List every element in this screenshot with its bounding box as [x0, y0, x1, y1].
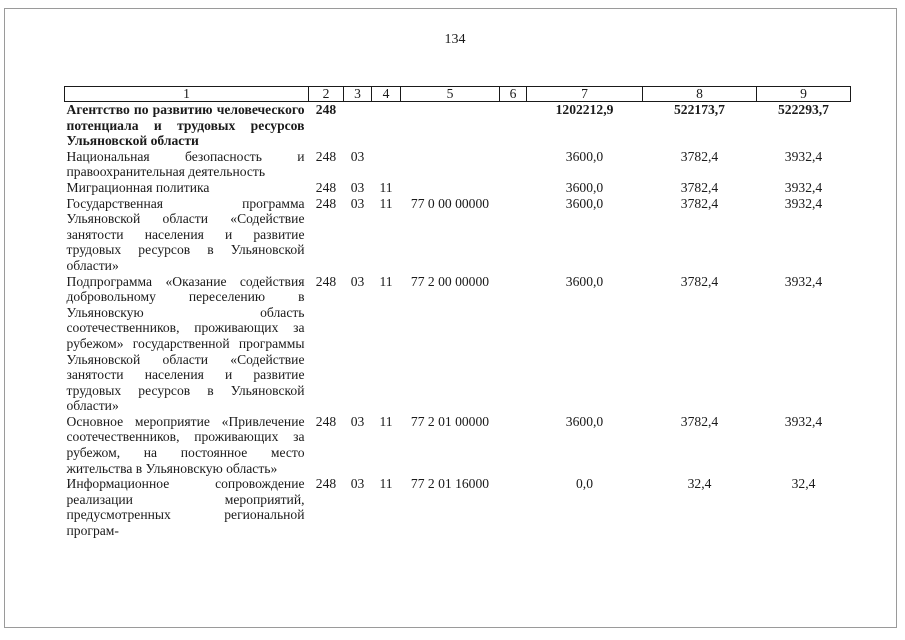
row-name: Информационное сопровождение реализации мероприятий, предусмотренных региональной програм- [66, 476, 305, 539]
row-code-type [500, 180, 527, 196]
row-code-target [401, 149, 500, 180]
row-name: Национальная безопасность и правоохранительная деятельность [66, 148, 305, 180]
row-name: Подпрограмма «Оказание содействия добровольному переселению в Ульяновскую область соотечественников, проживающих за рубежом» государственной программы Ульяновской области «Содействие занятости населения и развитие трудовых ресурсов в Ульяновской области» [66, 273, 305, 414]
row-amount-1: 3600,0 [565, 273, 604, 289]
row-code-ministry: 248 [315, 102, 337, 117]
row-name: Агентство по развитию человеческого потенциала и трудовых ресурсов Ульяновской области [66, 102, 305, 149]
row-amount-2: 3782,4 [680, 413, 719, 429]
row-amount-3: 522293,7 [778, 102, 829, 117]
table-row [65, 274, 851, 414]
row-code-target [401, 180, 500, 196]
row-code-type [500, 274, 527, 414]
table-row [65, 476, 851, 538]
row-code-ministry: 248 [315, 179, 337, 195]
row-code-target: 77 2 00 00000 [410, 273, 490, 289]
budget-table [64, 86, 851, 539]
header-col-3: 3 [344, 87, 372, 102]
row-amount-1: 0,0 [576, 476, 593, 492]
row-amount-3: 3932,4 [784, 195, 823, 211]
row-amount-3: 3932,4 [784, 179, 823, 195]
row-code-section: 03 [350, 413, 365, 429]
row-code-section: 03 [350, 273, 365, 289]
row-code-type [500, 149, 527, 180]
row-code-ministry: 248 [315, 148, 337, 164]
row-amount-1: 3600,0 [565, 413, 604, 429]
row-code-target: 77 0 00 00000 [410, 195, 490, 211]
row-code-type [500, 102, 527, 149]
table-row [65, 180, 851, 196]
row-code-subsection: 11 [379, 476, 393, 492]
page-number: 134 [444, 32, 466, 47]
row-code-subsection: 11 [379, 273, 393, 289]
row-amount-3: 3932,4 [784, 273, 823, 289]
table-row [65, 414, 851, 476]
table-row [65, 149, 851, 180]
row-amount-1: 3600,0 [565, 148, 604, 164]
row-code-target: 77 2 01 16000 [410, 476, 490, 492]
row-code-ministry: 248 [315, 273, 337, 289]
row-code-subsection [372, 149, 401, 180]
row-name: Государственная программа Ульяновской области «Содействие занятости населения и развитие трудовых ресурсов в Ульяновской области» [66, 195, 305, 273]
table-row [65, 102, 851, 149]
row-amount-2: 3782,4 [680, 148, 719, 164]
row-amount-3: 3932,4 [784, 413, 823, 429]
row-code-section: 03 [350, 179, 365, 195]
row-amount-2: 3782,4 [680, 195, 719, 211]
header-col-4: 4 [372, 87, 401, 102]
row-code-target: 77 2 01 00000 [410, 413, 490, 429]
row-code-subsection: 11 [379, 413, 393, 429]
row-code-type [500, 196, 527, 274]
row-code-section: 03 [350, 476, 365, 492]
row-amount-1: 3600,0 [565, 195, 604, 211]
row-code-target [401, 102, 500, 149]
row-amount-3: 32,4 [791, 476, 816, 492]
row-code-ministry: 248 [315, 195, 337, 211]
header-row [65, 87, 851, 102]
row-code-type [500, 476, 527, 538]
row-code-ministry: 248 [315, 476, 337, 492]
row-amount-1: 3600,0 [565, 179, 604, 195]
row-amount-3: 3932,4 [784, 148, 823, 164]
row-amount-1: 1202212,9 [555, 102, 614, 117]
row-code-subsection [372, 102, 401, 149]
row-code-type [500, 414, 527, 476]
row-amount-2: 522173,7 [674, 102, 725, 117]
header-col-5: 5 [401, 87, 500, 102]
header-col-7: 7 [527, 87, 643, 102]
row-code-ministry: 248 [315, 413, 337, 429]
row-code-section: 03 [350, 195, 365, 211]
row-name: Основное мероприятие «Привлечение соотечественников, проживающих за рубежом, на постоянное место жительства в Ульяновскую область» [66, 413, 305, 476]
row-code-subsection: 11 [379, 179, 393, 195]
row-amount-2: 3782,4 [680, 273, 719, 289]
row-code-subsection: 11 [379, 195, 393, 211]
row-amount-2: 32,4 [687, 476, 712, 492]
header-col-2: 2 [309, 87, 344, 102]
header-col-9: 9 [757, 87, 851, 102]
row-code-section: 03 [350, 148, 365, 164]
row-code-section [344, 102, 372, 149]
row-amount-2: 3782,4 [680, 179, 719, 195]
table-row [65, 196, 851, 274]
row-name: Миграционная политика [66, 179, 210, 195]
header-col-8: 8 [643, 87, 757, 102]
header-col-1: 1 [65, 87, 309, 102]
header-col-6: 6 [500, 87, 527, 102]
